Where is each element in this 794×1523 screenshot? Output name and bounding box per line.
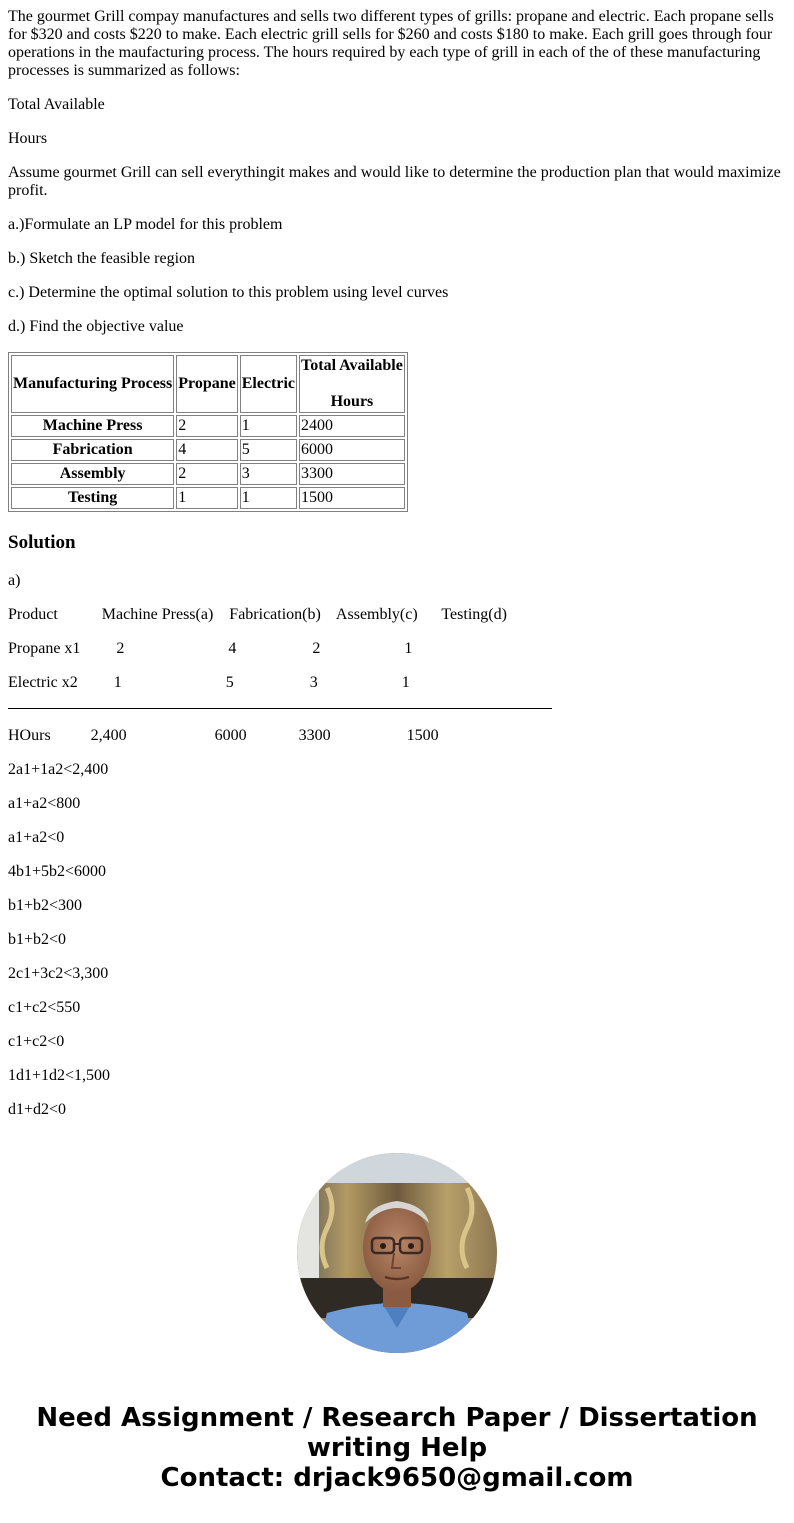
table-row — [11, 487, 405, 509]
row-total-value: 2400 — [299, 415, 405, 437]
row-total-value: 6000 — [299, 439, 405, 461]
row-propane-value: 2 — [176, 415, 237, 437]
table-row — [11, 439, 405, 461]
hours-line: HOurs 2,400 6000 3300 1500 — [8, 727, 439, 744]
question-part-c: c.) Determine the optimal solution to this problem using level curves — [8, 284, 449, 301]
constraint-line: a1+a2<800 — [8, 795, 81, 812]
row-process-name: Assembly — [11, 463, 174, 485]
constraint-line: 2c1+3c2<3,300 — [8, 965, 109, 982]
problem-intro: The gourmet Grill compay manufactures and sells two different types of grills: propane and electric. Each propane sells for $320 and costs $220 to make. Each electric grill sells for $260 and costs $180 to make. Each grill goes through four operations in the maufacturing process. The hours required by each type of grill in each of the of these manufacturing processes is summarized as follows: — [8, 8, 774, 79]
constraint-line: b1+b2<300 — [8, 897, 83, 914]
solution-part-label: a) — [8, 572, 21, 589]
constraint-line: 4b1+5b2<6000 — [8, 863, 107, 880]
header-electric: Electric — [240, 355, 297, 413]
table-row — [11, 463, 405, 485]
propane-line: Propane x1 2 4 2 1 — [8, 640, 413, 657]
table-row — [11, 415, 405, 437]
header-total-line1: Total Available — [301, 357, 403, 374]
row-process-name: Machine Press — [11, 415, 174, 437]
row-process-name: Fabrication — [11, 439, 174, 461]
row-electric-value: 5 — [240, 439, 297, 461]
row-electric-value: 1 — [240, 415, 297, 437]
solution-heading: Solution — [8, 532, 76, 553]
total-available-label: Total Available — [8, 96, 105, 113]
constraint-line: c1+c2<550 — [8, 999, 81, 1016]
banner-line-1: Need Assignment / Research Paper / Dissertation — [36, 1403, 758, 1433]
question-part-d: d.) Find the objective value — [8, 318, 184, 335]
question-part-a: a.)Formulate an LP model for this problem — [8, 216, 283, 233]
constraint-line: c1+c2<0 — [8, 1033, 65, 1050]
process-hours-table — [8, 352, 408, 512]
constraint-line: b1+b2<0 — [8, 931, 67, 948]
row-total-value: 1500 — [299, 487, 405, 509]
row-electric-value: 3 — [240, 463, 297, 485]
tutor-avatar — [297, 1153, 497, 1353]
document-body — [8, 8, 786, 1135]
constraint-line: 1d1+1d2<1,500 — [8, 1067, 111, 1084]
row-process-name: Testing — [11, 487, 174, 509]
row-propane-value: 4 — [176, 439, 237, 461]
header-propane: Propane — [176, 355, 237, 413]
question-part-b: b.) Sketch the feasible region — [8, 250, 196, 267]
row-propane-value: 1 — [176, 487, 237, 509]
table-header-row — [11, 355, 405, 413]
problem-assumption: Assume gourmet Grill can sell everythingit makes and would like to determine the production plan that would maximize profit. — [8, 164, 781, 199]
electric-line: Electric x2 1 5 3 1 — [8, 674, 410, 691]
row-electric-value: 1 — [240, 487, 297, 509]
avatar-portrait-image — [297, 1153, 497, 1353]
product-header-line: Product Machine Press(a) Fabrication(b) Assembly(c) Testing(d) — [8, 606, 507, 623]
banner-contact-line: Contact: drjack9650@gmail.com — [160, 1463, 634, 1493]
header-total-line2: Hours — [330, 393, 374, 410]
hours-label: Hours — [8, 130, 48, 147]
header-total-hours — [299, 355, 405, 413]
constraint-line: d1+d2<0 — [8, 1101, 67, 1118]
row-total-value: 3300 — [299, 463, 405, 485]
constraint-line: a1+a2<0 — [8, 829, 65, 846]
divider-line — [8, 708, 552, 709]
contact-banner — [0, 1403, 794, 1493]
banner-line-2: writing Help — [306, 1433, 488, 1463]
header-process: Manufacturing Process — [11, 355, 174, 413]
row-propane-value: 2 — [176, 463, 237, 485]
constraint-line: 2a1+1a2<2,400 — [8, 761, 109, 778]
